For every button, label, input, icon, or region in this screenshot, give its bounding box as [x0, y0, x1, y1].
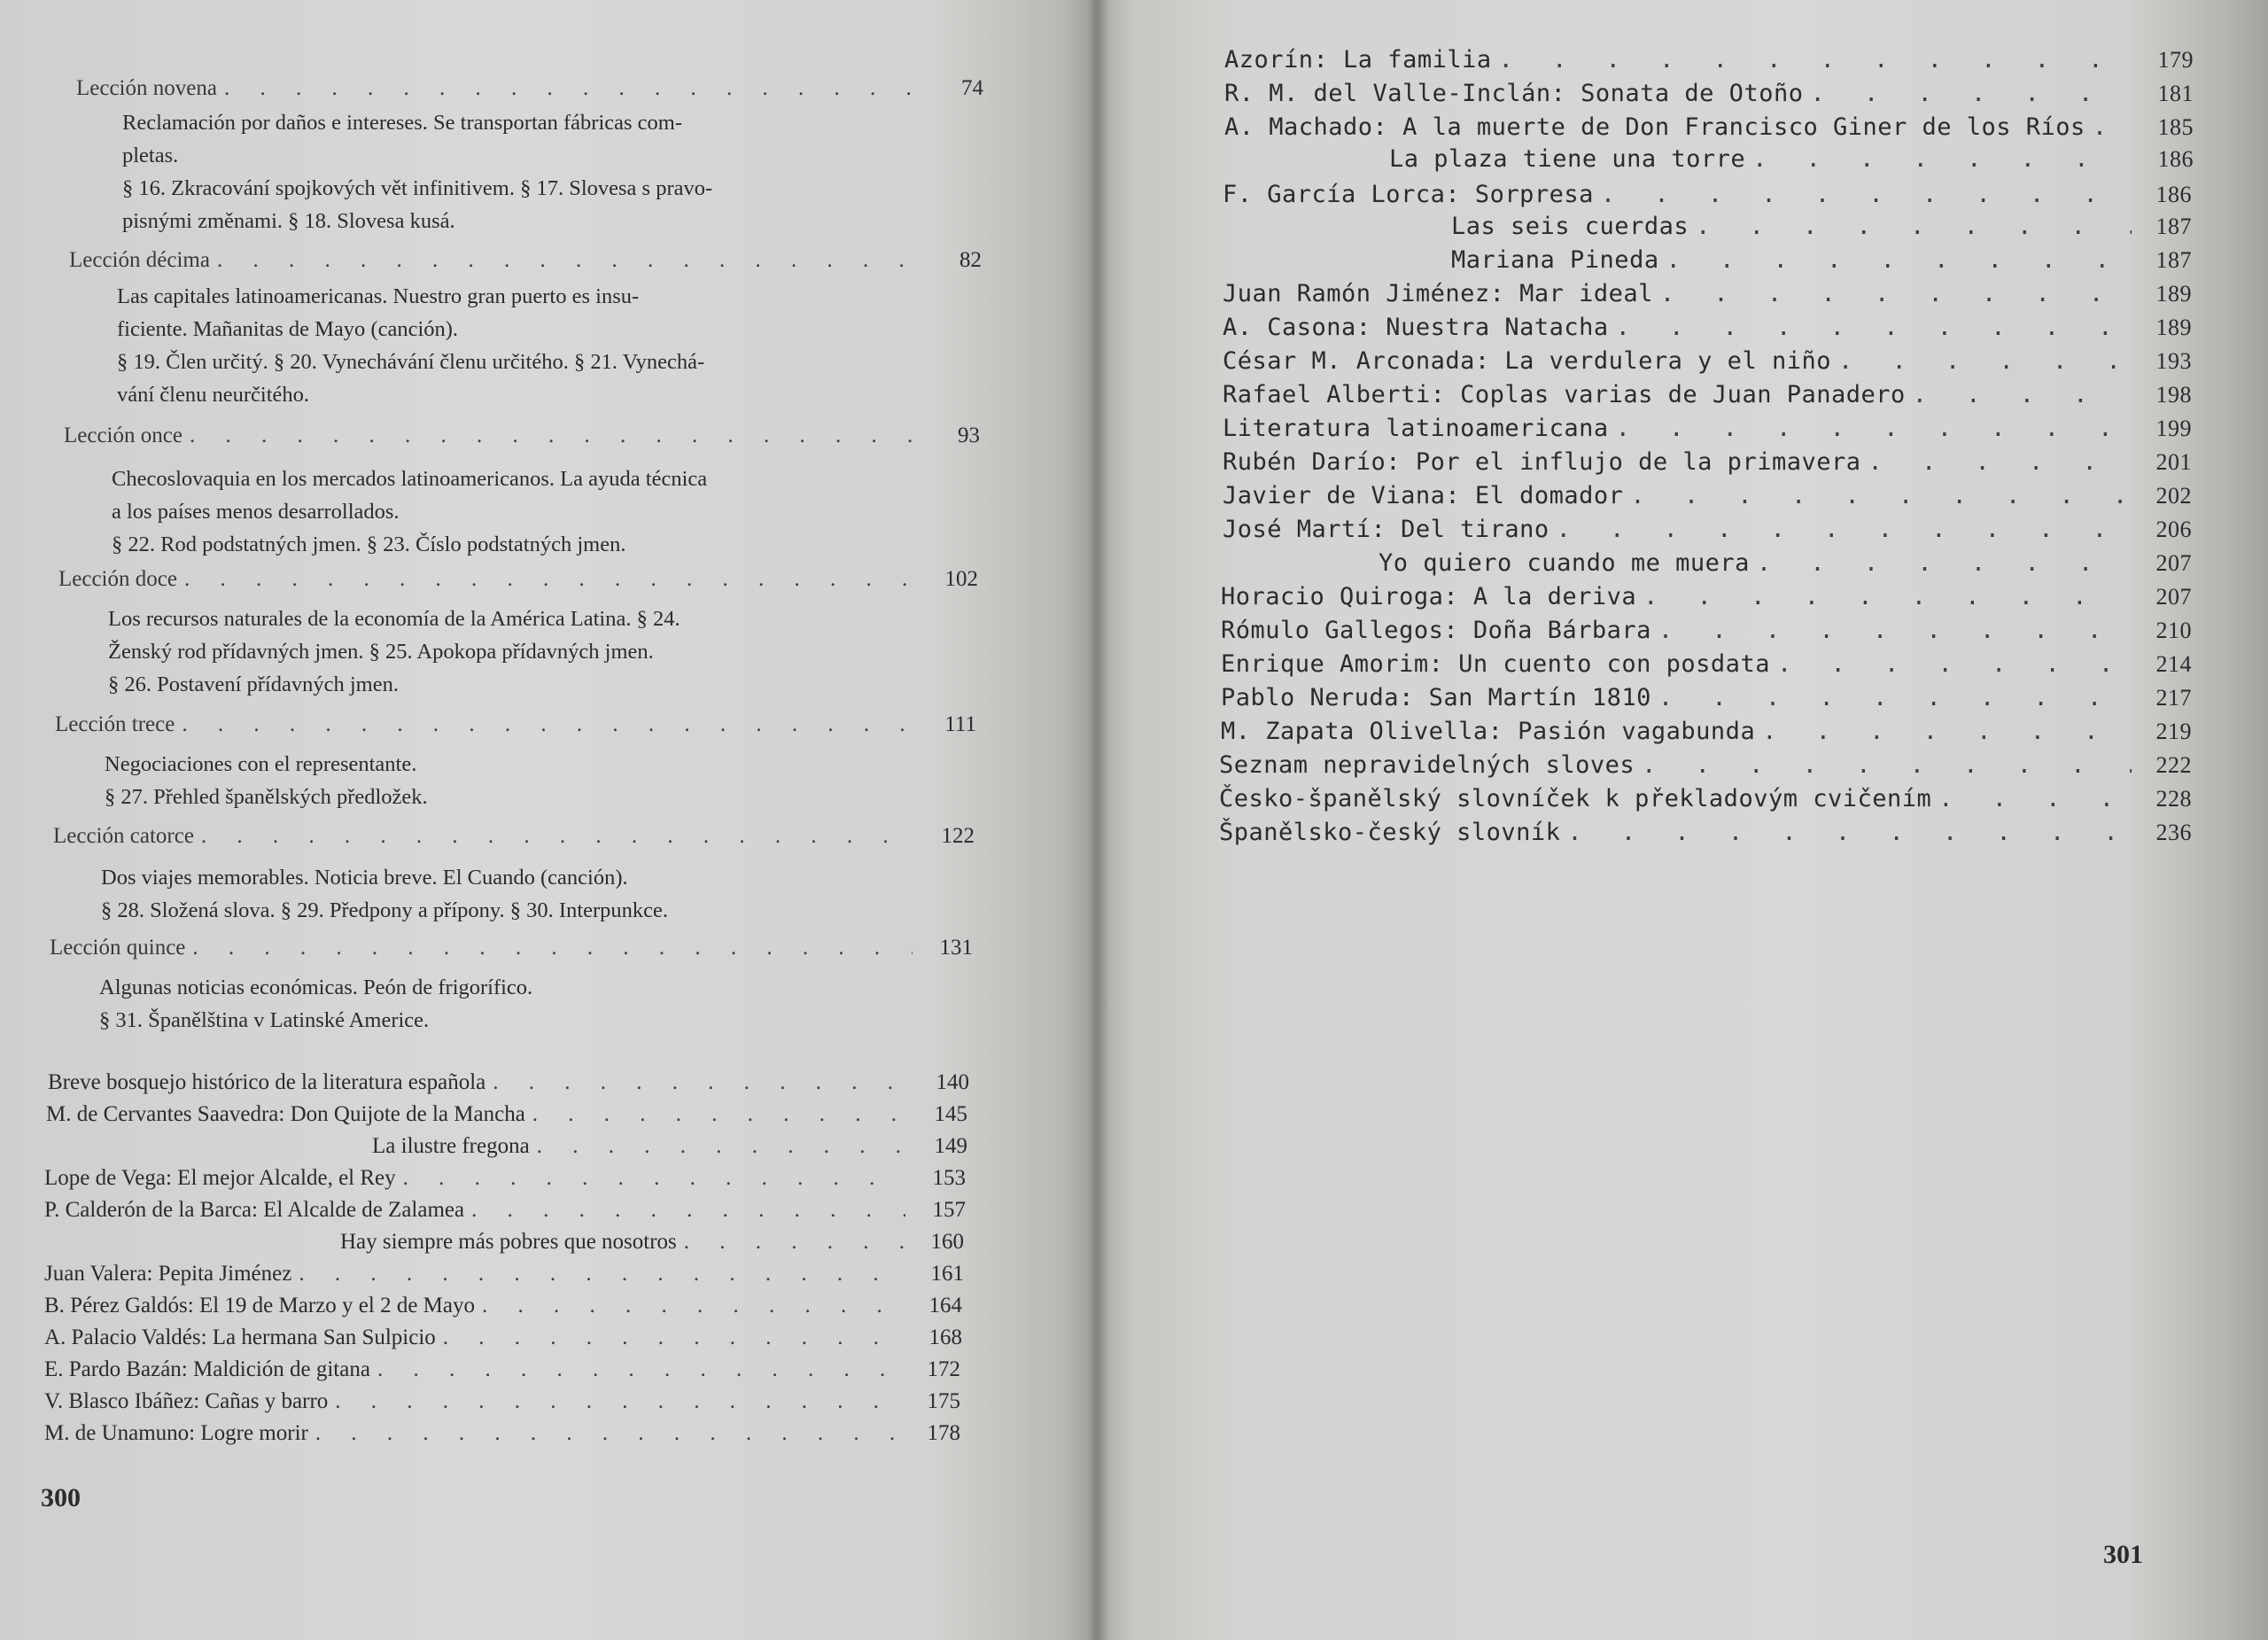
page-number: 301: [2103, 1540, 2143, 1569]
lesson-13-content: [105, 748, 893, 813]
entry-title: F. García Lorca: Sorpresa: [1223, 181, 1594, 208]
page-ref: 198: [2155, 382, 2192, 408]
dot-leader: [192, 936, 913, 960]
content-line: vání členu neurčitého.: [117, 383, 310, 407]
toc-entry: [1224, 113, 2194, 141]
content-line: a los países menos desarrollados.: [112, 500, 400, 524]
lesson-10-content: [117, 280, 902, 411]
toc-literature-entry: [44, 1325, 962, 1350]
toc-entry: [1221, 650, 2192, 678]
entry-title: R. M. del Valle-Inclán: Sonata de Otoño: [1224, 80, 1804, 107]
left-page: [0, 0, 1097, 1640]
lesson-12-content: [108, 602, 898, 701]
entry-title: Juan Valera: Pepita Jiménez: [44, 1262, 292, 1286]
page-number: 300: [41, 1483, 81, 1512]
entry-title: José Martí: Del tirano: [1223, 516, 1550, 543]
dot-leader: [1616, 314, 2132, 341]
toc-entry: [1219, 751, 2192, 779]
entry-title: A. Machado: A la muerte de Don Francisco Giner de los Ríos: [1224, 113, 2085, 141]
page-ref: 217: [2155, 685, 2192, 711]
lesson-title: Lección once: [64, 424, 183, 447]
lesson-title: Lección novena: [76, 76, 217, 100]
page-ref: 193: [2155, 348, 2192, 374]
toc-entry: [1223, 448, 2192, 476]
lesson-11-content: [112, 462, 900, 561]
entry-title: Juan Ramón Jiménez: Mar ideal: [1223, 280, 1653, 307]
toc-literature-entry: [372, 1134, 967, 1159]
lesson-title: Lección trece: [55, 712, 175, 736]
dot-leader: [2093, 113, 2133, 141]
dot-leader: [1642, 751, 2132, 779]
page-ref: 122: [941, 824, 975, 848]
toc-lesson-15: [50, 936, 973, 960]
dot-leader: [1616, 415, 2132, 442]
toc-entry: [1223, 516, 2192, 543]
lesson-title: Lección catorce: [53, 824, 194, 848]
dot-leader: [1660, 280, 2132, 307]
right-page: [1097, 0, 2268, 1640]
toc-entry: [1221, 617, 2192, 644]
content-line: § 27. Přehled španělských předložek.: [105, 785, 428, 809]
dot-leader: [182, 712, 916, 737]
dot-leader: [1757, 549, 2132, 577]
dot-leader: [1666, 246, 2132, 274]
dot-leader: [537, 1134, 907, 1159]
entry-title: M. Zapata Olivella: Pasión vagabunda: [1221, 718, 1756, 745]
entry-title: M. de Unamuno: Logre morir: [44, 1421, 308, 1445]
toc-entry: [1451, 213, 2192, 240]
entry-title: Rubén Darío: Por el influjo de la primavera: [1223, 448, 1861, 476]
content-line: § 26. Postavení přídavných jmen.: [108, 672, 399, 696]
page-ref: 202: [2155, 483, 2192, 509]
entry-title: Seznam nepravidelných sloves: [1219, 751, 1635, 779]
page-ref: 102: [944, 567, 978, 591]
page-ref: 172: [927, 1357, 960, 1381]
content-line: Las capitales latinoamericanas. Nuestro gran puerto es insu-: [117, 284, 640, 308]
entry-title: Lope de Vega: El mejor Alcalde, el Rey: [44, 1166, 396, 1190]
toc-entry: [1223, 314, 2192, 341]
entry-title: Literatura latinoamericana: [1223, 415, 1609, 442]
entry-title: Breve bosquejo histórico de la literatura española: [48, 1070, 486, 1094]
page-ref: 186: [2155, 182, 2192, 207]
toc-literature-entry: [46, 1102, 967, 1127]
page-ref: 222: [2155, 752, 2192, 778]
dot-leader: [482, 1294, 902, 1318]
dot-leader: [201, 824, 914, 849]
toc-literature-entry: [340, 1230, 964, 1255]
page-ref: 111: [944, 712, 976, 736]
dot-leader: [1913, 381, 2132, 408]
toc-entry: [1379, 549, 2192, 577]
dot-leader: [1658, 617, 2132, 644]
dot-leader: [1499, 46, 2133, 74]
dot-leader: [1938, 785, 2132, 812]
page-ref: 186: [2157, 146, 2194, 172]
toc-lesson-9: [76, 76, 983, 101]
entry-title: P. Calderón de la Barca: El Alcalde de Zalamea: [44, 1198, 465, 1222]
dot-leader: [1557, 516, 2132, 543]
page-ref: 181: [2157, 81, 2194, 106]
content-line: Los recursos naturales de la economía de la América Latina. § 24.: [108, 607, 680, 631]
toc-lesson-11: [64, 424, 980, 448]
page-ref: 189: [2155, 281, 2192, 307]
content-line: ficiente. Mañanitas de Mayo (canción).: [117, 317, 459, 341]
page-ref: 160: [930, 1230, 964, 1254]
toc-literature-entry: [44, 1421, 960, 1446]
dot-leader: [190, 424, 920, 448]
toc-entry: [1221, 684, 2192, 711]
page-ref: 228: [2155, 786, 2192, 812]
dot-leader: [1567, 819, 2132, 846]
entry-title: Rafael Alberti: Coplas varias de Juan Panadero: [1223, 381, 1906, 408]
toc-lesson-10: [69, 248, 982, 273]
content-line: Negociaciones con el representante.: [105, 752, 417, 776]
dot-leader: [532, 1102, 907, 1127]
page-ref: 185: [2157, 114, 2194, 140]
dot-leader: [403, 1166, 905, 1191]
page-ref: 206: [2155, 517, 2192, 542]
toc-literature-entry: [44, 1294, 962, 1318]
content-line: Reclamación por daños e intereses. Se transportan fábricas com-: [122, 111, 682, 135]
page-ref: 93: [958, 424, 980, 447]
toc-entry: [1219, 785, 2192, 812]
toc-entry: [1224, 80, 2194, 107]
page-ref: 187: [2155, 214, 2192, 239]
page-ref: 131: [939, 936, 973, 960]
page-ref: 82: [959, 248, 982, 272]
toc-lesson-14: [53, 824, 975, 849]
dot-leader: [217, 248, 921, 273]
entry-title: Španělsko-český slovník: [1219, 819, 1561, 846]
entry-title: Hay siempre más pobres que nosotros: [340, 1230, 677, 1254]
page-ref: 199: [2155, 416, 2192, 441]
entry-title: La ilustre fregona: [372, 1134, 530, 1158]
entry-title: M. de Cervantes Saavedra: Don Quijote de la Mancha: [46, 1102, 525, 1126]
content-line: Dos viajes memorables. Noticia breve. El Cuando (canción).: [101, 866, 628, 890]
page-ref: 153: [932, 1166, 966, 1190]
entry-title: V. Blasco Ibáñez: Cañas y barro: [44, 1389, 329, 1413]
page-ref: 189: [2155, 315, 2192, 340]
page-ref: 145: [934, 1102, 967, 1126]
dot-leader: [377, 1357, 900, 1382]
dot-leader: [1838, 347, 2132, 375]
content-line: Checoslovaquia en los mercados latinoamericanos. La ayuda técnica: [112, 467, 708, 491]
page-ref: 236: [2155, 820, 2192, 845]
content-line: § 31. Španělština v Latinské Americe.: [99, 1008, 430, 1032]
entry-title: Mariana Pineda: [1451, 246, 1659, 274]
toc-entry: [1221, 583, 2192, 610]
toc-literature-entry: [44, 1262, 964, 1286]
toc-entry: [1224, 46, 2194, 74]
dot-leader: [315, 1421, 900, 1446]
lesson-title: Lección décima: [69, 248, 210, 272]
content-line: Algunas noticias económicas. Peón de frigorífico.: [99, 975, 533, 999]
page-ref: 207: [2155, 550, 2192, 576]
page-ref: 140: [936, 1070, 969, 1094]
dot-leader: [471, 1198, 905, 1223]
page-ref: 179: [2157, 47, 2194, 73]
dot-leader: [224, 76, 923, 101]
dot-leader: [1601, 181, 2132, 208]
lesson-9-content: [122, 106, 904, 237]
entry-title: Rómulo Gallegos: Doña Bárbara: [1221, 617, 1651, 644]
dot-leader: [1643, 583, 2132, 610]
entry-title: Javier de Viana: El domador: [1223, 482, 1624, 509]
toc-entry: [1219, 819, 2192, 846]
dot-leader: [184, 567, 918, 592]
lesson-title: Lección doce: [58, 567, 177, 591]
entry-title: Česko-španělský slovníček k překladovým cvičením: [1219, 785, 1932, 812]
lesson-title: Lección quince: [50, 936, 186, 960]
toc-literature-entry: [48, 1070, 969, 1095]
dot-leader: [443, 1325, 902, 1350]
toc-entry: [1221, 718, 2192, 745]
entry-title: La plaza tiene una torre: [1389, 145, 1746, 173]
toc-entry: [1223, 280, 2192, 307]
page-ref: 178: [927, 1421, 960, 1445]
entry-title: A. Palacio Valdés: La hermana San Sulpicio: [44, 1325, 436, 1349]
content-line: Ženský rod přídavných jmen. § 25. Apokopa přídavných jmen.: [108, 640, 654, 664]
page-ref: 164: [928, 1294, 962, 1317]
entry-title: Las seis cuerdas: [1451, 213, 1689, 240]
page-ref: 168: [928, 1325, 962, 1349]
dot-leader: [335, 1389, 900, 1414]
dot-leader: [1658, 684, 2132, 711]
entry-title: Horacio Quiroga: A la deriva: [1221, 583, 1637, 610]
dot-leader: [1810, 80, 2133, 107]
entry-title: B. Pérez Galdós: El 19 de Marzo y el 2 de Mayo: [44, 1294, 475, 1317]
entry-title: Yo quiero cuando me muera: [1379, 549, 1750, 577]
dot-leader: [684, 1230, 904, 1255]
dot-leader: [1696, 213, 2132, 240]
page-ref: 175: [927, 1389, 960, 1413]
entry-title: E. Pardo Bazán: Maldición de gitana: [44, 1357, 370, 1381]
entry-title: Enrique Amorim: Un cuento con posdata: [1221, 650, 1770, 678]
toc-entry: [1223, 381, 2192, 408]
page-ref: 219: [2155, 719, 2192, 744]
page-ref: 210: [2155, 618, 2192, 643]
lesson-15-content: [99, 971, 888, 1037]
toc-entry: [1223, 181, 2192, 208]
toc-literature-entry: [44, 1389, 960, 1414]
dot-leader: [1762, 718, 2132, 745]
entry-title: Pablo Neruda: San Martín 1810: [1221, 684, 1651, 711]
dot-leader: [1630, 482, 2132, 509]
dot-leader: [493, 1070, 909, 1095]
toc-entry: [1223, 482, 2192, 509]
book-gutter: [1088, 0, 1109, 1640]
page-ref: 187: [2155, 247, 2192, 273]
dot-leader: [299, 1262, 904, 1286]
toc-literature-entry: [44, 1166, 966, 1191]
toc-literature-entry: [44, 1357, 960, 1382]
content-line: § 16. Zkracování spojkových vět infinitivem. § 17. Slovesa s pravo-: [122, 176, 713, 200]
toc-literature-entry: [44, 1198, 966, 1223]
dot-leader: [1777, 650, 2132, 678]
toc-entry: [1389, 145, 2194, 173]
content-line: § 22. Rod podstatných jmen. § 23. Číslo podstatných jmen.: [112, 532, 626, 556]
page-ref: 157: [932, 1198, 966, 1222]
toc-lesson-12: [58, 567, 978, 592]
content-line: pletas.: [122, 144, 179, 167]
toc-lesson-13: [55, 712, 976, 737]
page-ref: 201: [2155, 449, 2192, 475]
content-line: § 19. Člen určitý. § 20. Vynechávání členu určitého. § 21. Vynechá-: [117, 350, 705, 374]
toc-entry: [1223, 415, 2192, 442]
toc-entry: [1451, 246, 2192, 274]
entry-title: César M. Arconada: La verdulera y el niño: [1223, 347, 1831, 375]
page-ref: 161: [930, 1262, 964, 1286]
lesson-14-content: [101, 861, 891, 927]
page-ref: 207: [2155, 584, 2192, 610]
toc-entry: [1223, 347, 2192, 375]
page-ref: 214: [2155, 651, 2192, 677]
content-line: § 28. Složená slova. § 29. Předpony a přípony. § 30. Interpunkce.: [101, 898, 669, 922]
dot-leader: [1752, 145, 2133, 173]
entry-title: A. Casona: Nuestra Natacha: [1223, 314, 1609, 341]
page-ref: 74: [961, 76, 983, 100]
page-ref: 149: [934, 1134, 967, 1158]
content-line: pisnými změnami. § 18. Slovesa kusá.: [122, 209, 455, 233]
dot-leader: [1868, 448, 2132, 476]
entry-title: Azorín: La familia: [1224, 46, 1492, 74]
